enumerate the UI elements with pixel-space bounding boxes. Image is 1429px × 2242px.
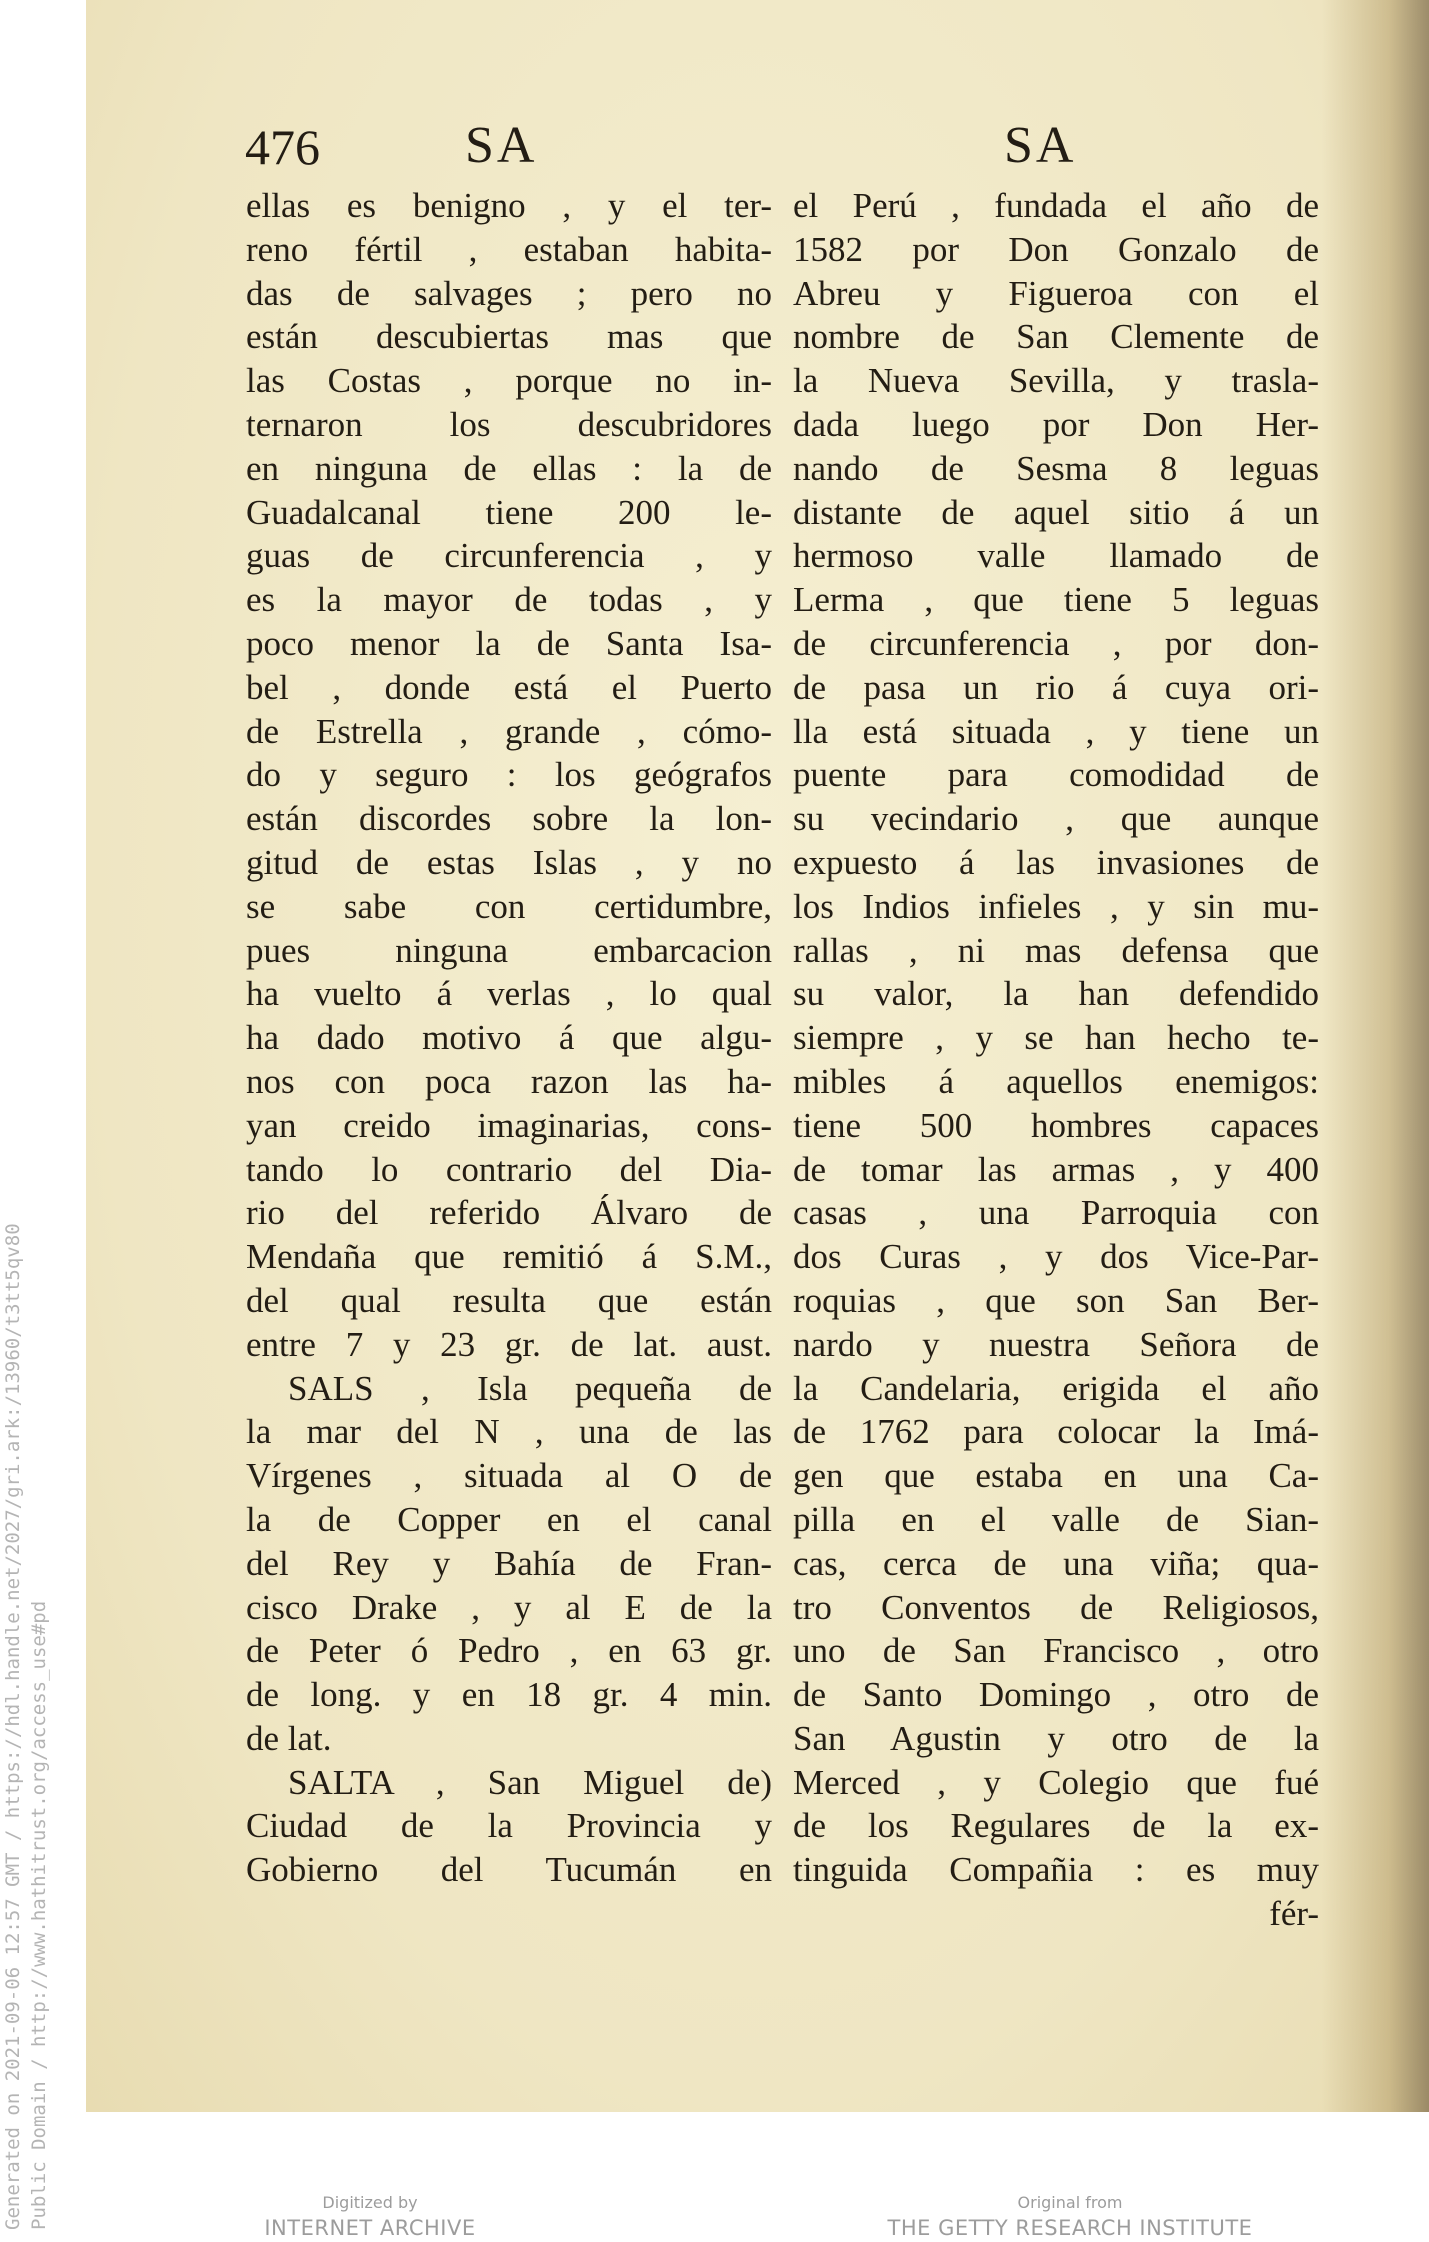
text-line: entre 7 y 23 gr. de lat. aust. — [246, 1324, 772, 1364]
text-line: Vírgenes , situada al O de — [246, 1456, 772, 1496]
text-line: de tomar las armas , y 400 — [793, 1149, 1319, 1189]
left-text-column — [246, 184, 772, 1892]
text-line: de Santo Domingo , otro de — [793, 1675, 1319, 1715]
text-line: gen que estaba en una Ca- — [793, 1456, 1319, 1496]
text-line: en ninguna de ellas : la de — [246, 448, 772, 488]
text-line: distante de aquel sitio á un — [793, 492, 1319, 532]
text-line: ternaron los descubridores — [246, 404, 772, 444]
watermark-line-1: Generated on 2021-09-06 12:57 GMT / https://hdl.handle.net/2027/gri.ark:/13960/t3tt5qv80 — [2, 1223, 24, 2230]
text-line: Lerma , que tiene 5 leguas — [793, 580, 1319, 620]
text-line: de lat. — [246, 1718, 332, 1758]
text-line: lla está situada , y tiene un — [793, 711, 1319, 751]
text-line: Gobierno del Tucumán en — [246, 1850, 772, 1890]
text-line: el Perú , fundada el año de — [793, 186, 1319, 225]
digitized-by-label: Digitized by — [322, 2193, 418, 2212]
text-line: tando lo contrario del Dia- — [246, 1149, 772, 1189]
text-line: ha dado motivo á que algu- — [246, 1018, 772, 1058]
text-line: tinguida Compañia : es muy — [793, 1850, 1319, 1890]
text-line: Abreu y Figueroa con el — [793, 273, 1319, 313]
text-line: 1582 por Don Gonzalo de — [793, 229, 1319, 269]
text-line: hermoso valle llamado de — [793, 536, 1319, 576]
text-line: nos con poca razon las ha- — [246, 1061, 772, 1101]
text-line: reno fértil , estaban habita- — [246, 229, 772, 269]
text-line: de circunferencia , por don- — [793, 623, 1319, 663]
text-line: fér- — [1269, 1894, 1319, 1934]
text-line: de Peter ó Pedro , en 63 gr. — [246, 1631, 772, 1671]
running-header-left: SA — [465, 117, 538, 174]
running-header-right: SA — [1004, 117, 1077, 174]
text-line: del Rey y Bahía de Fran- — [246, 1543, 772, 1583]
internet-archive-label: INTERNET ARCHIVE — [264, 2216, 476, 2240]
text-line: pilla en el valle de Sian- — [793, 1499, 1319, 1539]
text-line: de long. y en 18 gr. 4 min. — [246, 1675, 772, 1715]
text-line: tro Conventos de Religiosos, — [793, 1587, 1319, 1627]
text-line: casas , una Parroquia con — [793, 1193, 1319, 1233]
text-line: roquias , que son San Ber- — [793, 1280, 1319, 1320]
text-line: poco menor la de Santa Isa- — [246, 623, 772, 663]
text-line: San Agustin y otro de la — [793, 1718, 1319, 1758]
text-line: ellas es benigno , y el ter- — [246, 186, 772, 225]
text-line: siempre , y se han hecho te- — [793, 1018, 1319, 1058]
text-line: se sabe con certidumbre, — [246, 886, 772, 926]
text-line: pues ninguna embarcacion — [246, 930, 772, 970]
text-line: ha vuelto á verlas , lo qual — [246, 974, 772, 1014]
text-line: Ciudad de la Provincia y — [246, 1806, 772, 1846]
text-line: nando de Sesma 8 leguas — [793, 448, 1319, 488]
text-line: rio del referido Álvaro de — [246, 1193, 772, 1233]
text-line: están discordes sobre la lon- — [246, 799, 772, 839]
text-line: expuesto á las invasiones de — [793, 842, 1319, 882]
text-line: la Candelaria, erigida el año — [793, 1368, 1319, 1408]
text-line: SALTA , San Miguel de) — [288, 1762, 772, 1802]
text-line: uno de San Francisco , otro — [793, 1631, 1319, 1671]
text-line: las Costas , porque no in- — [246, 361, 772, 401]
text-line: tiene 500 hombres capaces — [793, 1105, 1319, 1145]
text-line: puente para comodidad de — [793, 755, 1319, 795]
scanned-page — [86, 0, 1429, 2112]
text-line: están descubiertas mas que — [246, 317, 772, 357]
text-line: los Indios infieles , y sin mu- — [793, 886, 1319, 926]
text-line: das de salvages ; pero no — [246, 273, 772, 313]
page-number: 476 — [245, 119, 320, 175]
getty-label: THE GETTY RESEARCH INSTITUTE — [887, 2216, 1253, 2240]
text-line: SALS , Isla pequeña de — [288, 1368, 772, 1408]
side-margin — [0, 0, 86, 2242]
digitized-by-credit — [230, 2192, 510, 2242]
text-line: bel , donde está el Puerto — [246, 667, 772, 707]
text-line: de 1762 para colocar la Imá- — [793, 1412, 1319, 1452]
text-line: la de Copper en el canal — [246, 1499, 772, 1539]
text-line: cas, cerca de una viña; qua- — [793, 1543, 1319, 1583]
original-from-label: Original from — [1017, 2193, 1123, 2212]
text-line: es la mayor de todas , y — [246, 580, 772, 620]
text-line: mibles á aquellos enemigos: — [793, 1061, 1319, 1101]
text-line: dada luego por Don Her- — [793, 404, 1319, 444]
text-line: su vecindario , que aunque — [793, 799, 1319, 839]
text-line: su valor, la han defendido — [793, 974, 1319, 1014]
text-line: do y seguro : los geógrafos — [246, 755, 772, 795]
hathitrust-watermark — [0, 1223, 52, 2230]
text-line: Guadalcanal tiene 200 le- — [246, 492, 772, 532]
text-line: la Nueva Sevilla, y trasla- — [793, 361, 1319, 401]
text-line: de Estrella , grande , cómo- — [246, 711, 772, 751]
right-text-column — [793, 184, 1319, 1936]
watermark-line-2: Public Domain / http://www.hathitrust.org/access_use#pd — [28, 1600, 50, 2230]
text-line: rallas , ni mas defensa que — [793, 930, 1319, 970]
text-line: cisco Drake , y al E de la — [246, 1587, 772, 1627]
text-line: de pasa un rio á cuya ori- — [793, 667, 1319, 707]
text-line: dos Curas , y dos Vice-Par- — [793, 1237, 1319, 1277]
text-line: de los Regulares de la ex- — [793, 1806, 1319, 1846]
text-line: yan creido imaginarias, cons- — [246, 1105, 772, 1145]
text-line: nardo y nuestra Señora de — [793, 1324, 1319, 1364]
text-line: del qual resulta que están — [246, 1280, 772, 1320]
text-line: Mendaña que remitió á S.M., — [246, 1237, 772, 1277]
text-line: nombre de San Clemente de — [793, 317, 1319, 357]
text-line: gitud de estas Islas , y no — [246, 842, 772, 882]
text-line: Merced , y Colegio que fué — [793, 1762, 1319, 1802]
text-line: la mar del N , una de las — [246, 1412, 772, 1452]
text-line: guas de circunferencia , y — [246, 536, 772, 576]
original-from-credit — [860, 2192, 1280, 2242]
